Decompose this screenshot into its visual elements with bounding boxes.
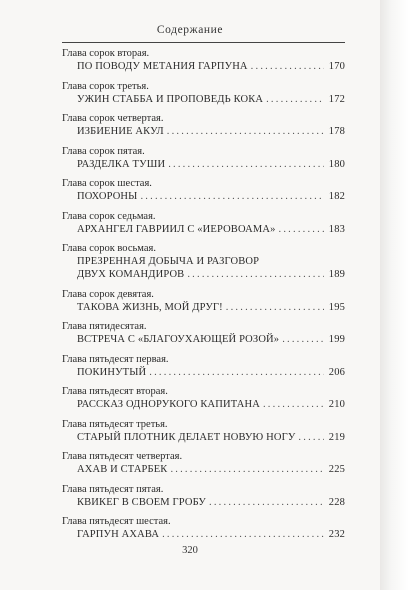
chapter-number: Глава сорок седьмая. <box>62 210 156 222</box>
folio-page-number: 320 <box>182 545 198 556</box>
page-number: 180 <box>328 158 345 170</box>
toc-entry <box>62 515 345 548</box>
dot-leader <box>282 333 324 346</box>
toc-entry <box>62 80 345 113</box>
toc-entry <box>62 353 345 386</box>
chapter-title-row <box>77 125 345 138</box>
chapter-title: ДВУХ КОМАНДИРОВ <box>77 269 185 280</box>
chapter-number: Глава пятьдесят вторая. <box>62 386 168 397</box>
dot-leader <box>298 431 324 444</box>
chapter-title: ГАРПУН АХАВА <box>77 529 160 540</box>
page-number: 183 <box>328 223 345 235</box>
chapter-title: АРХАНГЕЛ ГАВРИИЛ С «ИЕРОВОАМА» <box>77 223 276 235</box>
dot-leader <box>140 190 324 203</box>
chapter-number: Глава пятьдесят пятая. <box>62 483 164 495</box>
toc-entry <box>62 145 345 178</box>
page-number: 228 <box>328 496 345 508</box>
page-number: 189 <box>328 269 345 280</box>
chapter-number: Глава сорок шестая. <box>62 178 152 189</box>
chapter-number: Глава пятьдесят первая. <box>62 353 169 365</box>
toc-entry <box>62 483 345 516</box>
toc-entry <box>62 320 345 353</box>
chapter-title-row <box>77 158 345 171</box>
toc-entry <box>62 450 345 483</box>
page-number: 210 <box>328 399 345 410</box>
page-number: 172 <box>328 93 345 105</box>
chapter-title: АХАВ И СТАРБЕК <box>77 464 168 475</box>
chapter-title: ИЗБИЕНИЕ АКУЛ <box>77 126 164 137</box>
chapter-title-row <box>77 463 345 476</box>
dot-leader <box>170 463 324 476</box>
chapter-title: УЖИН СТАББА И ПРОПОВЕДЬ КОКА <box>77 93 264 105</box>
chapter-number: Глава пятидесятая. <box>62 321 147 332</box>
chapter-title-row <box>77 431 345 444</box>
dot-leader <box>251 60 324 73</box>
chapter-title: ПО ПОВОДУ МЕТАНИЯ ГАРПУНА <box>77 61 248 72</box>
page-number: 199 <box>328 334 345 345</box>
toc-entry <box>62 418 345 451</box>
toc-entry <box>62 288 345 321</box>
running-head: Содержание <box>156 24 224 36</box>
toc-entry <box>62 177 345 210</box>
chapter-title-row <box>77 60 345 73</box>
dot-leader <box>149 366 324 379</box>
chapter-number: Глава сорок четвертая. <box>62 113 164 124</box>
toc-entry <box>62 385 345 418</box>
chapter-number: Глава пятьдесят третья. <box>62 418 168 430</box>
chapter-title-row <box>77 223 345 236</box>
chapter-title-first-line: ПРЕЗРЕННАЯ ДОБЫЧА И РАЗГОВОР <box>77 256 260 267</box>
toc-entry <box>62 112 345 145</box>
toc-entry <box>62 47 345 80</box>
page-number: 178 <box>328 126 345 137</box>
chapter-title: ВСТРЕЧА С «БЛАГОУХАЮЩЕЙ РОЗОЙ» <box>77 334 280 345</box>
chapter-title-row <box>77 398 345 411</box>
chapter-title: ПОКИНУТЫЙ <box>77 366 147 378</box>
chapter-title-row <box>77 528 345 541</box>
dot-leader <box>279 223 324 236</box>
chapter-title: РАЗДЕЛКА ТУШИ <box>77 158 166 170</box>
table-of-contents <box>62 47 345 548</box>
chapter-number: Глава сорок пятая. <box>62 145 145 157</box>
dot-leader <box>168 158 324 171</box>
chapter-title: ПОХОРОНЫ <box>77 191 138 202</box>
chapter-number: Глава сорок девятая. <box>62 288 154 300</box>
chapter-number: Глава сорок вторая. <box>62 48 150 59</box>
dot-leader <box>167 125 324 138</box>
chapter-number: Глава пятьдесят четвертая. <box>62 451 183 462</box>
header-rule <box>62 42 345 43</box>
chapter-title: РАССКАЗ ОДНОРУКОГО КАПИТАНА <box>77 399 260 410</box>
chapter-number: Глава сорок третья. <box>62 80 149 92</box>
chapter-number: Глава сорок восьмая. <box>62 243 156 254</box>
chapter-number: Глава пятьдесят шестая. <box>62 516 171 527</box>
toc-entry <box>62 242 345 288</box>
page-number: 195 <box>328 301 345 313</box>
dot-leader <box>209 496 324 509</box>
chapter-title: КВИКЕГ В СВОЕМ ГРОБУ <box>77 496 207 508</box>
page-number: 170 <box>328 61 345 72</box>
page-number: 182 <box>328 191 345 202</box>
page-number: 225 <box>328 464 345 475</box>
dot-leader <box>187 268 324 281</box>
page-number: 206 <box>328 366 345 378</box>
toc-entry <box>62 210 345 243</box>
chapter-title-row <box>77 496 345 509</box>
dot-leader <box>226 301 324 314</box>
chapter-title-row <box>77 366 345 379</box>
chapter-title-row <box>77 93 345 106</box>
chapter-title: СТАРЫЙ ПЛОТНИК ДЕЛАЕТ НОВУЮ НОГУ <box>77 431 296 443</box>
chapter-title-row <box>77 301 345 314</box>
page-edge-shadow <box>380 0 409 590</box>
dot-leader <box>162 528 324 541</box>
chapter-title-row <box>77 190 345 203</box>
chapter-title-row <box>77 333 345 346</box>
dot-leader <box>266 93 324 106</box>
chapter-title: ТАКОВА ЖИЗНЬ, МОЙ ДРУГ! <box>77 301 223 313</box>
chapter-title-row <box>77 268 345 281</box>
page-number: 219 <box>328 431 345 443</box>
page-number: 232 <box>328 529 345 540</box>
dot-leader <box>263 398 324 411</box>
